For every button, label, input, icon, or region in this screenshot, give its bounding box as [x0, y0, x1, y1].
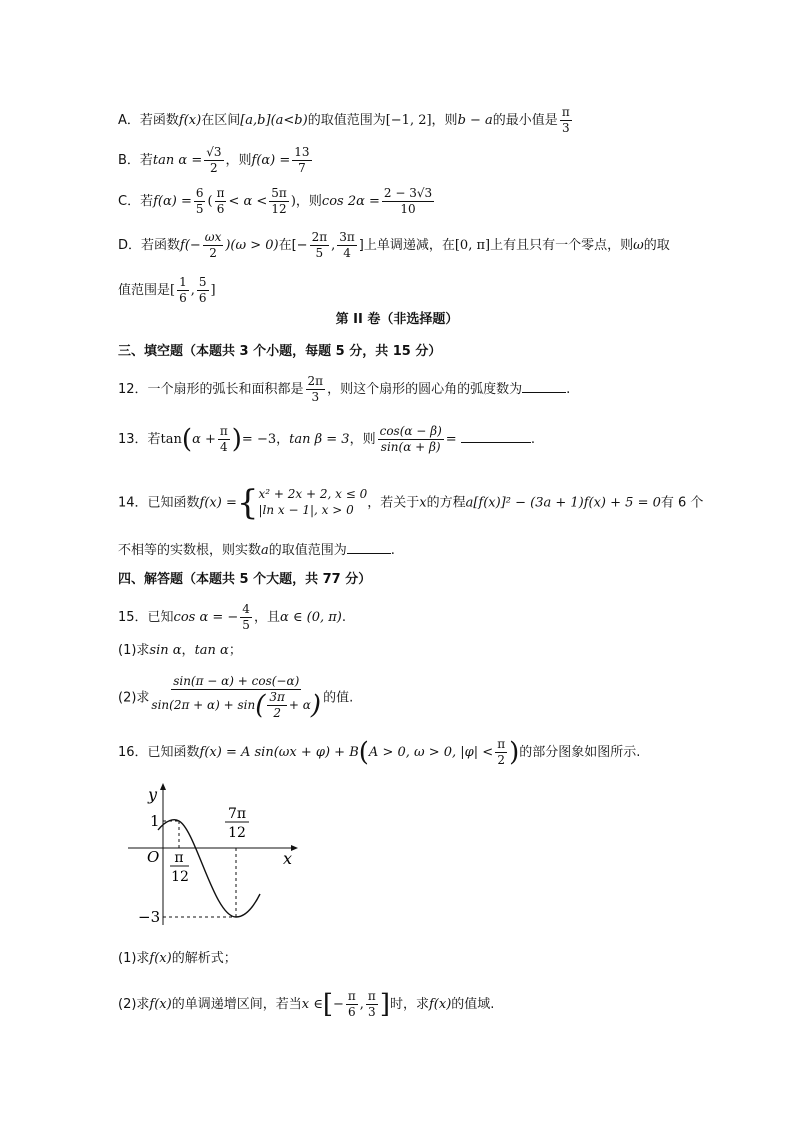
option-d-line2: 值范围是[ $\frac{1}{6}$ , $\frac{5}{6}$ ]: [118, 275, 216, 306]
q15-frac-main: sin(π − α) + cos(−α) sin(2π + α) + sin( $\frac{3\pi}{2}$ + α): [151, 674, 322, 721]
option-d-frac: $\frac{1}{6}$: [179, 275, 187, 306]
option-a-text: ，则: [431, 113, 458, 129]
y-axis-label: y: [148, 785, 158, 804]
option-d-frac: $\frac{2\pi}{5}$: [311, 230, 328, 261]
option-a-answer: $\frac{\pi}{3}$: [561, 105, 570, 136]
question-15: 15．已知cos α = − $\frac{4}{5}$ ，且α ∈ (0, π).: [118, 602, 346, 633]
x-axis-arrow-icon: [291, 845, 298, 851]
option-a-text: 的取值范围为: [307, 113, 386, 129]
option-c-frac: $\frac{\pi}{6}$: [216, 186, 225, 217]
option-c-frac: $\frac{5\pi}{12}$: [271, 186, 287, 217]
question-14-line2: 不相等的实数根，则实数a的取值范围为 .: [118, 543, 395, 558]
option-d: D．若函数f(− $\frac{\omega x}{2}$ )(ω > 0)在[− $\frac{2\pi}{5}$ , $\frac{3\pi}{4}$ ]上单调递减，在[0, π]上有且只有一个零点，则ω的取: [118, 230, 670, 261]
x2-den-label: 12: [228, 825, 246, 841]
q14-answer-blank: [347, 543, 391, 554]
option-a-text: 的最小值是: [492, 113, 558, 129]
option-a-interval: [a,b](a<b): [240, 113, 308, 129]
x1-num-label: π: [174, 850, 184, 866]
q16-graph: [118, 778, 308, 928]
option-d-frac: $\frac{3\pi}{4}$: [339, 230, 355, 261]
q13-answer-blank: [461, 432, 531, 443]
option-b-frac: $\frac{√3}{2}$: [206, 145, 222, 176]
x2-num-label: 7π: [227, 806, 247, 822]
option-a-range: [−1, 2]: [385, 113, 432, 129]
section4-title: 四、解答题（本题共 5 个大题，共 77 分）: [118, 572, 372, 587]
option-c-cos2a: cos 2α =: [321, 194, 380, 210]
question-12: 12．一个扇形的弧长和面积都是 $\frac{2\pi}{3}$ ，则这个扇形的圆心角的弧度数为 .: [118, 374, 571, 405]
option-c-frac: $\frac{6}{5}$: [195, 186, 204, 217]
option-b-fa: f(α) =: [251, 153, 291, 169]
option-d-prefix: D．若函数: [118, 238, 181, 254]
question-15-part2: (2)求 sin(π − α) + cos(−α) sin(2π + α) + sin( $\frac{3\pi}{2}$ + α) 的值.: [118, 674, 354, 721]
q13-frac-main: $\frac{\cos(\alpha - \beta)}{\sin(\alpha + \beta)}$: [379, 424, 442, 455]
origin-label: O: [147, 848, 160, 866]
question-16-part1: (1)求f(x)的解析式；: [118, 951, 237, 966]
q15-frac: $\frac{4}{5}$: [242, 602, 250, 633]
q12-frac: $\frac{2\pi}{3}$: [307, 374, 324, 405]
q16-frac: $\frac{\pi}{2}$: [497, 737, 506, 768]
q12-answer-blank: [522, 382, 566, 393]
question-16: 16．已知函数f(x) = A sin(ωx + φ) + B(A > 0, ω > 0, |φ| < $\frac{\pi}{2}$ )的部分图象如图所示.: [118, 737, 641, 768]
question-14: 14．已知函数f(x) ={ x² + 2x + 2, x ≤ 0 |ln x − 1|, x > 0 ，若关于x的方程a[f(x)]² − (3a + 1)f(x) + 5 = 0有 6 个: [118, 483, 704, 523]
option-d-frac: $\frac{\omega x}{2}$: [204, 230, 222, 261]
option-c-prefix: C．若: [118, 194, 154, 210]
y-max-label: 1: [150, 812, 160, 830]
x1-den-label: 12: [171, 869, 189, 885]
question-15-part1: (1)求sin α，tan α；: [118, 643, 242, 658]
question-13: 13．若tan(α + $\frac{\pi}{4}$ )= −3，tan β = 3，则 $\frac{\cos(\alpha - \beta)}{\sin(\alpha + \beta)}$ = .: [118, 424, 535, 455]
option-a-text: 在区间: [201, 113, 241, 129]
option-b-prefix: B．若: [118, 153, 153, 169]
section3-title: 三、填空题（本题共 3 个小题，每题 5 分，共 15 分）: [118, 344, 442, 359]
option-c-answer: $\frac{2 - 3√3}{10}$: [383, 186, 433, 217]
option-a-expr: b − a: [457, 113, 493, 129]
option-b-cond: tan α =: [152, 153, 203, 169]
option-a: [118, 106, 574, 135]
q14-cases: x² + 2x + 2, x ≤ 0 |ln x − 1|, x > 0: [258, 487, 368, 517]
option-c-fa: f(α) =: [153, 194, 192, 210]
x-axis-label: x: [283, 849, 293, 868]
y-min-label: −3: [138, 908, 161, 926]
y-axis-arrow-icon: [160, 783, 166, 790]
question-16-part2: (2)求f(x)的单调递增区间，若当x ∈[− $\frac{\pi}{6}$ , $\frac{\pi}{3}$ ]时，求f(x)的值域.: [118, 989, 495, 1020]
option-a-prefix: A．若函数: [118, 113, 179, 129]
q13-frac: $\frac{\pi}{4}$: [219, 424, 228, 455]
option-a-fx: f(x): [178, 113, 202, 129]
option-d-frac: $\frac{5}{6}$: [198, 275, 207, 306]
q16-frac: $\frac{\pi}{3}$: [367, 989, 376, 1020]
option-c: C．若f(α) = $\frac{6}{5}$ ( $\frac{\pi}{6}$ < α < $\frac{5\pi}{12}$ )，则cos 2α = $\frac{2 - 3√3}{10}$: [118, 186, 433, 217]
option-b-text: ，则: [225, 153, 252, 169]
option-b-answer: $\frac{13}{7}$: [294, 145, 310, 176]
option-b: [118, 146, 314, 175]
q16-frac: $\frac{\pi}{6}$: [347, 989, 356, 1020]
part2-title: 第 II 卷（非选择题）: [335, 312, 459, 327]
